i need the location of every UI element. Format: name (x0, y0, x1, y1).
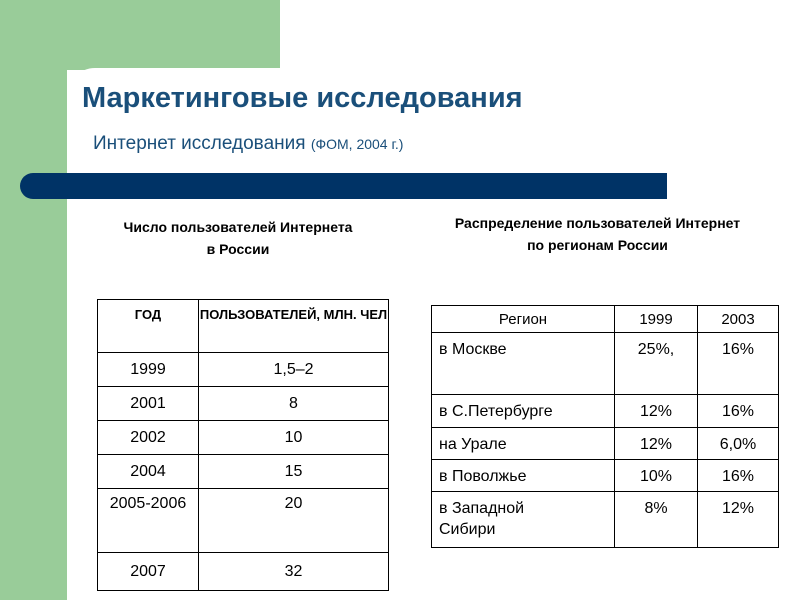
value-2003-cell: 16% (698, 460, 779, 492)
subtitle-main: Интернет исследования (93, 133, 306, 154)
users-cell: 10 (199, 421, 389, 455)
table-row (432, 333, 779, 395)
value-2003-cell: 12% (698, 492, 779, 548)
users-table-caption: Число пользователей Интернета в России (123, 219, 353, 257)
users-cell: 32 (199, 553, 389, 591)
region-cell: в Западной Сибири (432, 492, 615, 548)
table-row (432, 492, 779, 548)
regions-table-caption: Распределение пользователей Интернет по регионам России (454, 215, 741, 253)
users-cell: 8 (199, 387, 389, 421)
table-row (98, 353, 389, 387)
table-row (432, 460, 779, 492)
region-cell: в С.Петербурге (432, 395, 615, 428)
divider-bar (20, 173, 667, 199)
table-row (98, 553, 389, 591)
value-2003-cell: 6,0% (698, 428, 779, 460)
users-table (97, 299, 389, 591)
subtitle-source: (ФОМ, 2004 г.) (310, 136, 404, 152)
page-subtitle (93, 133, 403, 155)
year-cell: 2005-2006 (98, 489, 199, 553)
header-users: ПОЛЬЗОВАТЕЛЕЙ, МЛН. ЧЕЛ (199, 300, 389, 353)
region-cell: в Поволжье (432, 460, 615, 492)
year-cell: 2001 (98, 387, 199, 421)
table-row (98, 387, 389, 421)
year-cell: 1999 (98, 353, 199, 387)
value-2003-cell: 16% (698, 333, 779, 395)
value-1999-cell: 12% (615, 395, 698, 428)
year-cell: 2007 (98, 553, 199, 591)
header-year: ГОД (98, 300, 199, 353)
regions-table (431, 305, 779, 548)
users-cell: 1,5–2 (199, 353, 389, 387)
region-cell: в Москве (432, 333, 615, 395)
region-cell: на Урале (432, 428, 615, 460)
users-cell: 20 (199, 489, 389, 553)
year-cell: 2002 (98, 421, 199, 455)
value-1999-cell: 10% (615, 460, 698, 492)
value-1999-cell: 12% (615, 428, 698, 460)
table-header-row (98, 300, 389, 353)
table-row (98, 455, 389, 489)
value-2003-cell: 16% (698, 395, 779, 428)
users-cell: 15 (199, 455, 389, 489)
value-1999-cell: 8% (615, 492, 698, 548)
table-row (98, 489, 389, 553)
table-header-row (432, 306, 779, 333)
header-region: Регион (432, 306, 615, 333)
year-cell: 2004 (98, 455, 199, 489)
table-row (98, 421, 389, 455)
header-1999: 1999 (615, 306, 698, 333)
green-left-band (0, 0, 67, 600)
page-title: Маркетинговые исследования (82, 82, 523, 114)
value-1999-cell: 25%, (615, 333, 698, 395)
header-2003: 2003 (698, 306, 779, 333)
table-row (432, 395, 779, 428)
table-row (432, 428, 779, 460)
